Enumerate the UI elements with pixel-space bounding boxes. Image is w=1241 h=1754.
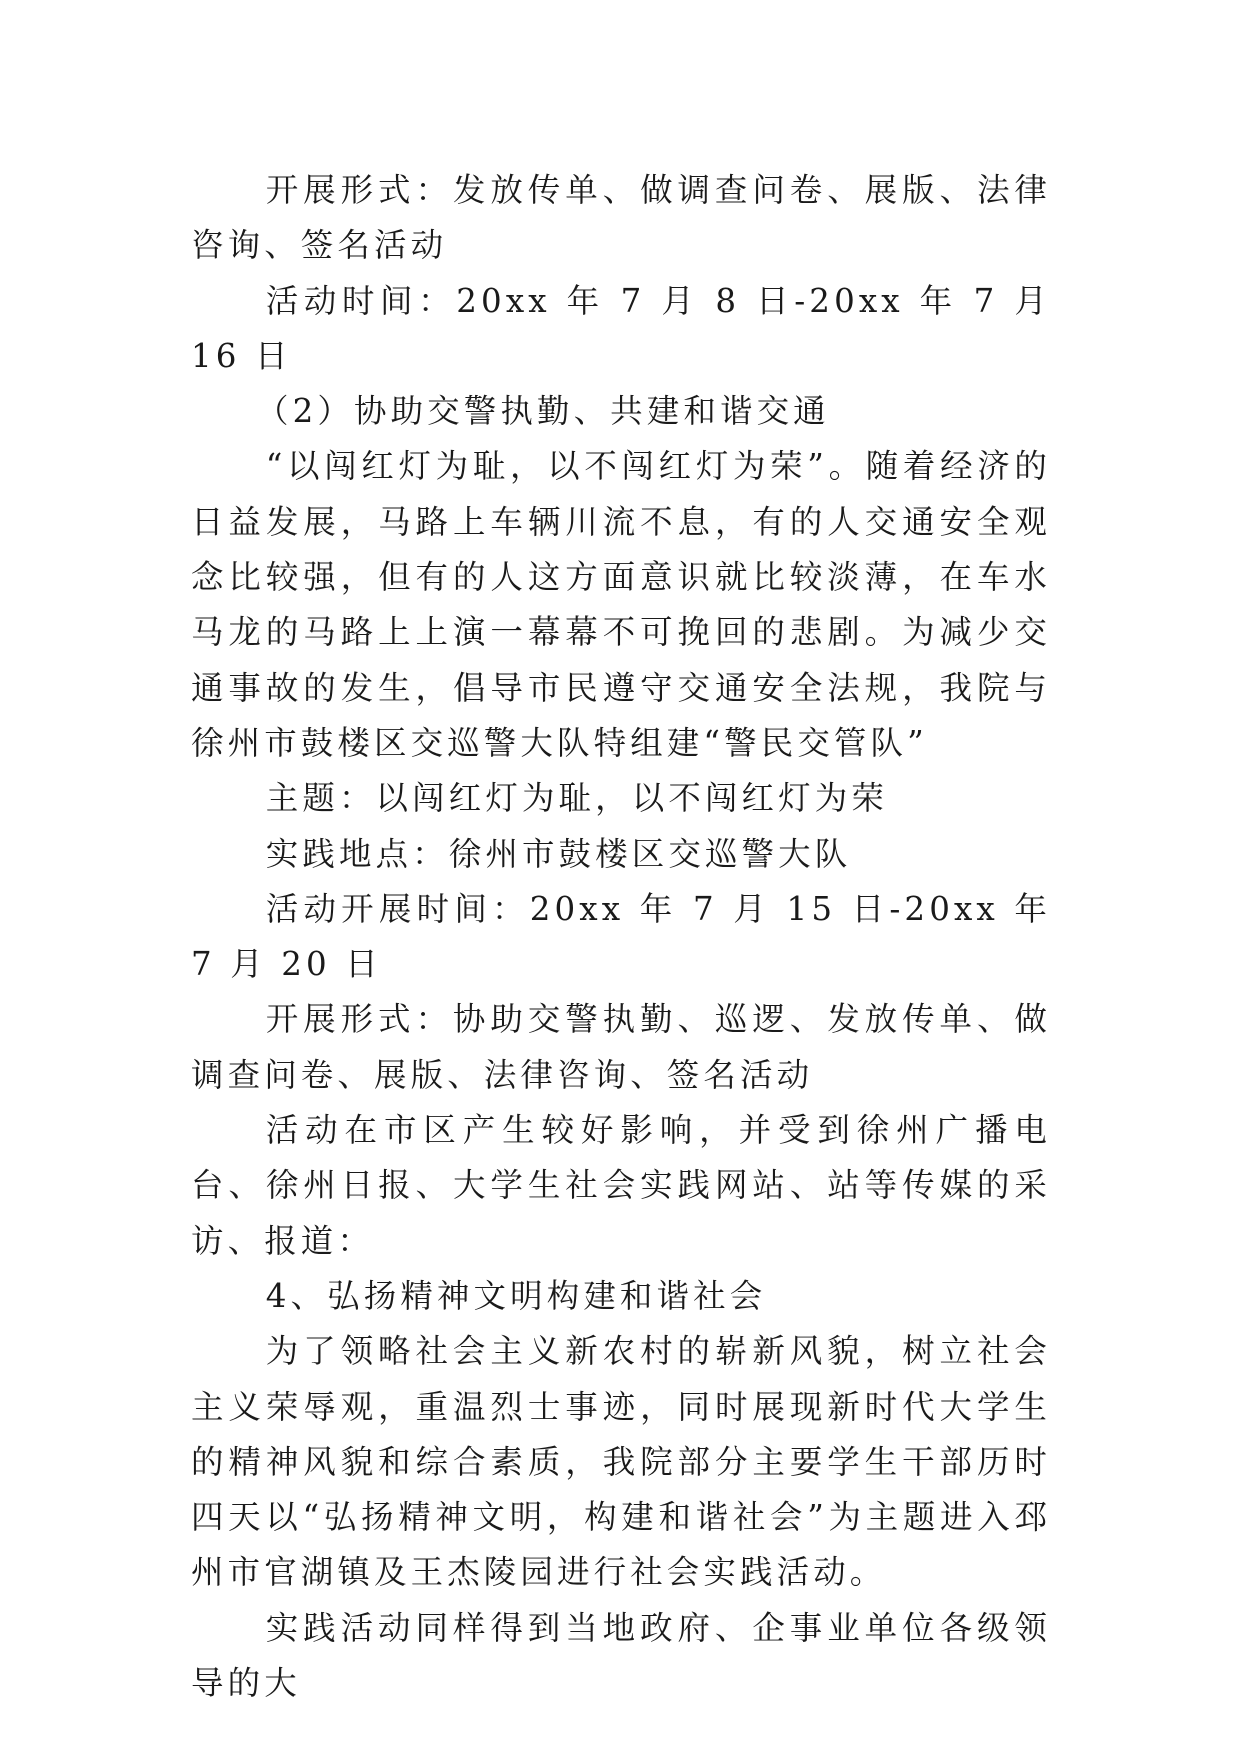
paragraph-theme: 主题：以闯红灯为耻，以不闯红灯为荣 xyxy=(265,779,888,818)
section-heading-2: （2）协助交警执勤、共建和谐交通 xyxy=(256,392,830,431)
paragraph-format-2: 开展形式：协助交警执勤、巡逻、发放传单、做调查问卷、展版、法律咨询、签名活动 xyxy=(191,1000,1051,1094)
paragraph-media-coverage: 活动在市区产生较好影响，并受到徐州广播电台、徐州日报、大学生社会实践网站、站等传媒的采访、报道： xyxy=(191,1111,1051,1260)
document-body xyxy=(191,163,1051,1711)
paragraph-format-1: 开展形式：发放传单、做调查问卷、展版、法律咨询、签名活动 xyxy=(191,171,1051,265)
paragraph-traffic-intro: “以闯红灯为耻，以不闯红灯为荣”。随着经济的日益发展，马路上车辆川流不息，有的人交通安全观念比较强，但有的人这方面意识就比较淡薄，在车水马龙的马路上上演一幕幕不可挽回的悲剧。为减少交通事故的发生，倡导市民遵守交通安全法规，我院与徐州市鼓楼区交巡警大队特组建“警民交管队” xyxy=(191,447,1051,762)
paragraph-location: 实践地点：徐州市鼓楼区交巡警大队 xyxy=(265,834,852,873)
paragraph-civilization-intro: 为了领略社会主义新农村的崭新风貌，树立社会主义荣辱观，重温烈士事迹，同时展现新时代大学生的精神风貌和综合素质，我院部分主要学生干部历时四天以“弘扬精神文明，构建和谐社会”为主题进入邳州市官湖镇及王杰陵园进行社会实践活动。 xyxy=(191,1332,1051,1592)
paragraph-time-2: 活动开展时间：20xx 年 7 月 15 日-20xx 年 7 月 20 日 xyxy=(191,889,1051,984)
paragraph-support: 实践活动同样得到当地政府、企事业单位各级领导的大 xyxy=(191,1608,1051,1703)
section-heading-4: 4、弘扬精神文明构建和谐社会 xyxy=(265,1276,767,1315)
paragraph-time-1: 活动时间：20xx 年 7 月 8 日-20xx 年 7 月 16 日 xyxy=(191,281,1051,375)
